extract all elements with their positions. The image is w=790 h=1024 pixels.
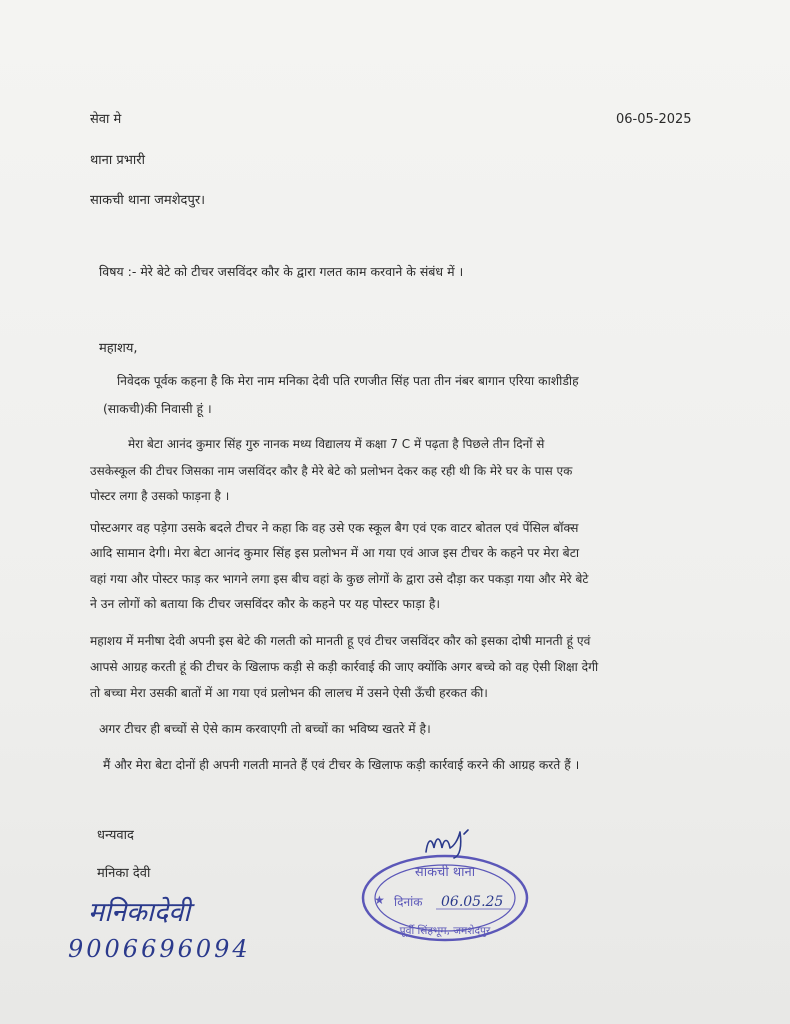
para4-line3: तो बच्चा मेरा उसकी बातों में आ गया एवं प्रलोभन की लालच में उसने ऐसी ऊँची हरकत की। xyxy=(90,686,488,700)
closing: धन्यवाद xyxy=(97,828,134,843)
seal-top-text: साकची थाना xyxy=(414,865,476,880)
para2-line1: मेरा बेटा आनंद कुमार सिंह गुरु नानक मध्य विद्यालय में कक्षा 7 C में पढ़ता है पिछले तीन दिनों से xyxy=(128,437,545,451)
officer-initial-scribble xyxy=(420,826,480,860)
para4-line1: महाशय में मनीषा देवी अपनी इस बेटे की गलती को मानती हू एवं टीचर जसविंदर कौर को इसका दोषी मानती हूं एवं xyxy=(90,634,591,648)
para3-line3: वहां गया और पोस्टर फाड़ कर भागने लगा इस बीच वहां के कुछ लोगों के द्वारा उसे दौड़ा कर पकड़ा गया और मेरे बेटे xyxy=(90,572,589,586)
para1-line2: (साकची)की निवासी हूं । xyxy=(103,402,212,416)
handwritten-phone: 9006696094 xyxy=(68,935,251,963)
seal-date-label: दिनांक xyxy=(394,895,423,909)
handwritten-signature: मनिकादेवी xyxy=(88,897,191,928)
para4-line2: आपसे आग्रह करती हूं की टीचर के खिलाफ कड़ी से कड़ी कार्रवाई की जाए क्योंकि अगर बच्चे को वह ऐसी शिक्षा देगी xyxy=(90,660,599,674)
para2-line2: उसकेस्कूल की टीचर जिसका नाम जसविंदर कौर है मेरे बेटे को प्रलोभन देकर कह रही थी कि मेरे घर के पास एक xyxy=(90,464,573,478)
seal-bottom-text: पूर्वी सिंहभूम, जमशेदपुर xyxy=(399,925,491,937)
addressee-line-2: थाना प्रभारी xyxy=(90,153,145,168)
letter-date: 06-05-2025 xyxy=(616,112,692,127)
para3-line4: ने उन लोगों को बताया कि टीचर जसविंदर कौर के कहने पर यह पोस्टर फाड़ा है। xyxy=(90,597,441,611)
para2-line3: पोस्टर लगा है उसको फाड़ना है । xyxy=(90,489,230,503)
para3-line2: आदि सामान देगी। मेरा बेटा आनंद कुमार सिंह इस प्रलोभन में आ गया एवं आज इस टीचर के कहने पर मेरा बेटा xyxy=(90,546,580,560)
addressee-line-3: साकची थाना जमशेदपुर। xyxy=(90,193,206,208)
para5: अगर टीचर ही बच्चों से ऐसे काम करवाएगी तो बच्चों का भविष्य खतरे में है। xyxy=(99,722,431,736)
para3-line1: पोस्टअगर वह पड़ेगा उसके बदले टीचर ने कहा कि वह उसे एक स्कूल बैग एवं एक वाटर बोतल एवं पेंसिल बॉक्स xyxy=(90,521,579,535)
subject-line: विषय :- मेरे बेटे को टीचर जसविंदर कौर के द्वारा गलत काम करवाने के संबंध में । xyxy=(99,264,464,279)
seal-handwritten-date: 06.05.25 xyxy=(441,894,504,910)
sender-name: मनिका देवी xyxy=(97,866,151,881)
para1-line1: निवेदक पूर्वक कहना है कि मेरा नाम मनिका देवी पति रणजीत सिंह पता तीन नंबर बागान एरिया काशीडीह xyxy=(117,374,579,388)
salutation: महाशय, xyxy=(99,341,138,356)
para6: मैं और मेरा बेटा दोनों ही अपनी गलती मानते हैं एवं टीचर के खिलाफ कड़ी कार्रवाई करने की आग्रह करते हैं । xyxy=(103,758,580,772)
scribble-path xyxy=(426,830,468,858)
addressee-line-1: सेवा मे xyxy=(90,112,122,127)
seal-star-icon: ★ xyxy=(374,893,385,907)
police-station-seal xyxy=(360,852,530,944)
